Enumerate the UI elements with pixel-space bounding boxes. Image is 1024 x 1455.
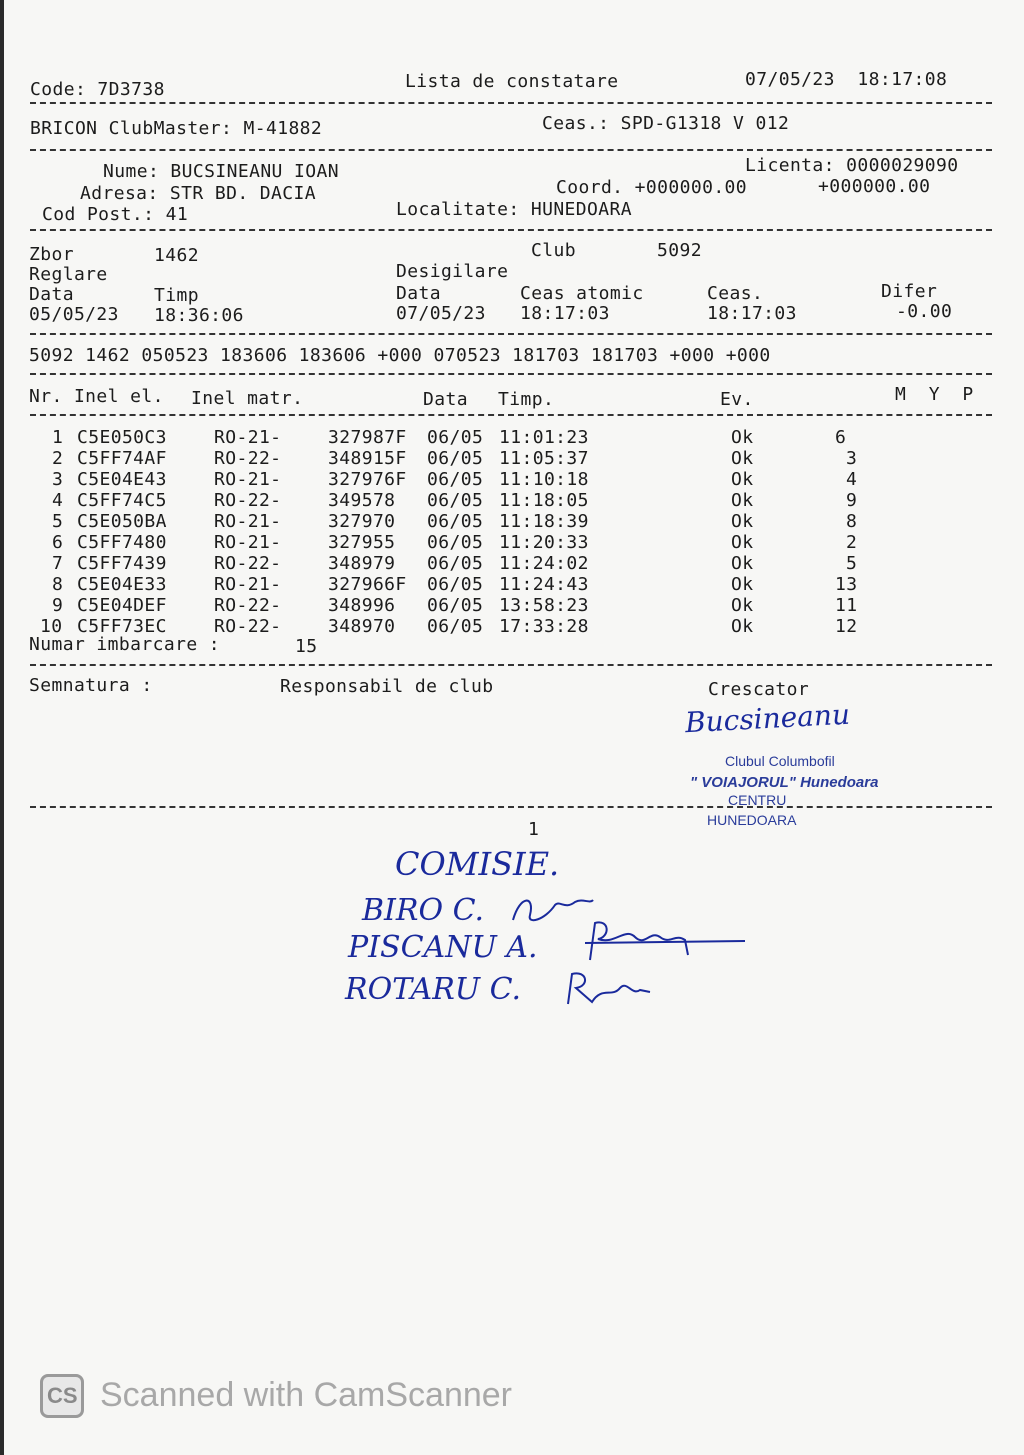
table-row <box>0 428 1024 449</box>
row-ev: Ok <box>731 616 754 637</box>
row-data: 06/05 <box>427 574 484 595</box>
fancier-coord-2: +000000.00 <box>818 176 931 197</box>
row-timp: 11:05:37 <box>499 448 589 469</box>
row-nr: 1 <box>52 427 64 448</box>
table-row <box>0 554 1024 575</box>
row-inel-el: C5FF73EC <box>77 616 167 637</box>
row-data: 06/05 <box>427 595 484 616</box>
row-data: 06/05 <box>427 532 484 553</box>
row-ev: Ok <box>731 469 754 490</box>
difference-label: Difer <box>881 281 938 302</box>
row-inel-el: C5E050BA <box>77 511 167 532</box>
row-prefix: RO-21- <box>214 532 282 553</box>
column-header-inel-matr: Inel matr. <box>191 388 304 409</box>
row-timp: 11:10:18 <box>499 469 589 490</box>
stamp-line: CENTRU <box>728 792 787 808</box>
row-inel-el: C5E04DEF <box>77 595 167 616</box>
row-nr: 3 <box>52 469 64 490</box>
row-m: 8 <box>846 511 858 532</box>
member-signature <box>580 915 750 970</box>
row-ev: Ok <box>731 427 754 448</box>
row-nr: 9 <box>52 595 64 616</box>
row-inel-el: C5FF7480 <box>77 532 167 553</box>
row-timp: 11:20:33 <box>499 532 589 553</box>
clock-device: Ceas.: SPD-G1318 V 012 <box>542 113 790 134</box>
row-timp: 11:01:23 <box>499 427 589 448</box>
row-inel-el: C5E04E43 <box>77 469 167 490</box>
divider <box>30 102 992 104</box>
table-row <box>0 575 1024 596</box>
row-ev: Ok <box>731 574 754 595</box>
reglare-date: 05/05/23 <box>29 304 119 325</box>
commission-title: COMISIE. <box>395 845 560 883</box>
clubmaster-device: BRICON ClubMaster: M-41882 <box>30 118 323 139</box>
row-ev: Ok <box>731 511 754 532</box>
row-prefix: RO-21- <box>214 574 282 595</box>
atomic-clock-label: Ceas atomic <box>520 283 644 304</box>
row-prefix: RO-22- <box>214 616 282 637</box>
timp-label: Timp <box>154 285 199 306</box>
row-nr: 2 <box>52 448 64 469</box>
fancier-name: Nume: BUCSINEANU IOAN <box>103 161 339 182</box>
row-prefix: RO-21- <box>214 511 282 532</box>
column-header-myp: M Y P <box>895 384 974 405</box>
row-data: 06/05 <box>427 511 484 532</box>
summary-line: 5092 1462 050523 183606 183606 +000 070523 181703 181703 +000 +000 <box>29 345 771 366</box>
row-m: 9 <box>846 490 858 511</box>
table-row <box>0 470 1024 491</box>
row-timp: 17:33:28 <box>499 616 589 637</box>
stamp-line: " VOIAJORUL" Hunedoara <box>690 774 879 791</box>
row-inel-el: C5FF74AF <box>77 448 167 469</box>
row-inel-matr: 348915F <box>328 448 407 469</box>
row-inel-el: C5FF74C5 <box>77 490 167 511</box>
row-inel-matr: 348996 <box>328 595 396 616</box>
fancier-address: Adresa: STR BD. DACIA <box>80 183 316 204</box>
row-inel-matr: 349578 <box>328 490 396 511</box>
document-datetime: 07/05/23 18:17:08 <box>745 69 948 90</box>
row-prefix: RO-22- <box>214 490 282 511</box>
divider <box>30 664 992 666</box>
member-signature <box>562 968 652 1008</box>
row-timp: 11:18:39 <box>499 511 589 532</box>
boarding-count-value: 15 <box>295 636 318 657</box>
row-inel-matr: 348979 <box>328 553 396 574</box>
clock-label: Ceas. <box>707 283 764 304</box>
divider <box>30 373 992 375</box>
scan-edge <box>0 0 4 1455</box>
divider <box>30 149 992 151</box>
document-code: Code: 7D3738 <box>30 79 165 100</box>
divider <box>30 806 992 808</box>
table-row <box>0 449 1024 470</box>
row-prefix: RO-22- <box>214 553 282 574</box>
row-timp: 13:58:23 <box>499 595 589 616</box>
reglare-label: Reglare <box>29 264 108 285</box>
club-label: Club <box>531 240 576 261</box>
document-title: Lista de constatare <box>405 71 619 92</box>
breeder-label: Crescator <box>708 679 810 700</box>
table-row <box>0 596 1024 617</box>
row-nr: 5 <box>52 511 64 532</box>
atomic-clock-time: 18:17:03 <box>520 303 610 324</box>
row-m: 13 <box>835 574 858 595</box>
table-row <box>0 491 1024 512</box>
row-m: 11 <box>835 595 858 616</box>
row-m: 4 <box>846 469 858 490</box>
row-m: 2 <box>846 532 858 553</box>
clock-time: 18:17:03 <box>707 303 797 324</box>
boarding-count-label: Numar imbarcare : <box>29 634 221 655</box>
row-inel-matr: 327976F <box>328 469 407 490</box>
breeder-signature: Bucsineanu <box>684 697 851 740</box>
row-inel-matr: 327970 <box>328 511 396 532</box>
row-prefix: RO-21- <box>214 427 282 448</box>
row-inel-matr: 348970 <box>328 616 396 637</box>
fancier-license: Licenta: 0000029090 <box>745 155 959 176</box>
column-header-timp: Timp. <box>498 389 555 410</box>
row-inel-matr: 327987F <box>328 427 407 448</box>
stamp-line: HUNEDOARA <box>707 812 797 828</box>
row-nr: 6 <box>52 532 64 553</box>
row-data: 06/05 <box>427 490 484 511</box>
zbor-value: 1462 <box>154 245 199 266</box>
row-timp: 11:24:02 <box>499 553 589 574</box>
row-nr: 8 <box>52 574 64 595</box>
row-nr: 7 <box>52 553 64 574</box>
row-prefix: RO-22- <box>214 595 282 616</box>
difference-value: -0.00 <box>896 301 953 322</box>
row-m: 5 <box>846 553 858 574</box>
page-number: 1 <box>528 819 540 840</box>
row-ev: Ok <box>731 490 754 511</box>
watermark-text: Scanned with CamScanner <box>100 1376 513 1414</box>
row-data: 06/05 <box>427 553 484 574</box>
data-label: Data <box>396 283 441 304</box>
club-value: 5092 <box>657 240 702 261</box>
club-responsible-label: Responsabil de club <box>280 676 494 697</box>
divider <box>30 414 992 416</box>
fancier-postcode: Cod Post.: 41 <box>42 204 189 225</box>
signature-label: Semnatura : <box>29 675 153 696</box>
column-header-data: Data <box>423 389 468 410</box>
row-inel-matr: 327955 <box>328 532 396 553</box>
stamp-line: Clubul Columbofil <box>725 753 835 769</box>
divider <box>30 229 992 231</box>
desigilare-label: Desigilare <box>396 261 509 282</box>
table-row <box>0 512 1024 533</box>
divider <box>30 333 992 335</box>
row-data: 06/05 <box>427 427 484 448</box>
row-m: 3 <box>846 448 858 469</box>
row-data: 06/05 <box>427 616 484 637</box>
row-inel-el: C5E050C3 <box>77 427 167 448</box>
reglare-time: 18:36:06 <box>154 305 244 326</box>
camscanner-logo-icon <box>40 1374 84 1418</box>
column-header-inel-el: Nr. Inel el. <box>29 386 164 407</box>
row-nr: 10 <box>40 616 63 637</box>
row-ev: Ok <box>731 595 754 616</box>
row-inel-el: C5E04E33 <box>77 574 167 595</box>
row-prefix: RO-22- <box>214 448 282 469</box>
table-row <box>0 533 1024 554</box>
row-timp: 11:18:05 <box>499 490 589 511</box>
column-header-ev: Ev. <box>720 389 754 410</box>
fancier-locality: Localitate: HUNEDOARA <box>396 199 632 220</box>
desigilare-date: 07/05/23 <box>396 303 486 324</box>
row-prefix: RO-21- <box>214 469 282 490</box>
fancier-coord: Coord. +000000.00 <box>556 177 748 198</box>
commission-member: PISCANU A. <box>348 930 538 965</box>
row-inel-matr: 327966F <box>328 574 407 595</box>
row-data: 06/05 <box>427 448 484 469</box>
row-m: 12 <box>835 616 858 637</box>
commission-member: BIRO C. <box>362 893 485 928</box>
row-ev: Ok <box>731 448 754 469</box>
row-nr: 4 <box>52 490 64 511</box>
row-m: 6 <box>835 427 847 448</box>
row-ev: Ok <box>731 553 754 574</box>
data-label: Data <box>29 284 74 305</box>
row-inel-el: C5FF7439 <box>77 553 167 574</box>
row-timp: 11:24:43 <box>499 574 589 595</box>
row-data: 06/05 <box>427 469 484 490</box>
camscanner-logo-text: CS <box>47 1383 78 1408</box>
zbor-label: Zbor <box>29 244 74 265</box>
commission-member: ROTARU C. <box>345 972 522 1007</box>
row-ev: Ok <box>731 532 754 553</box>
